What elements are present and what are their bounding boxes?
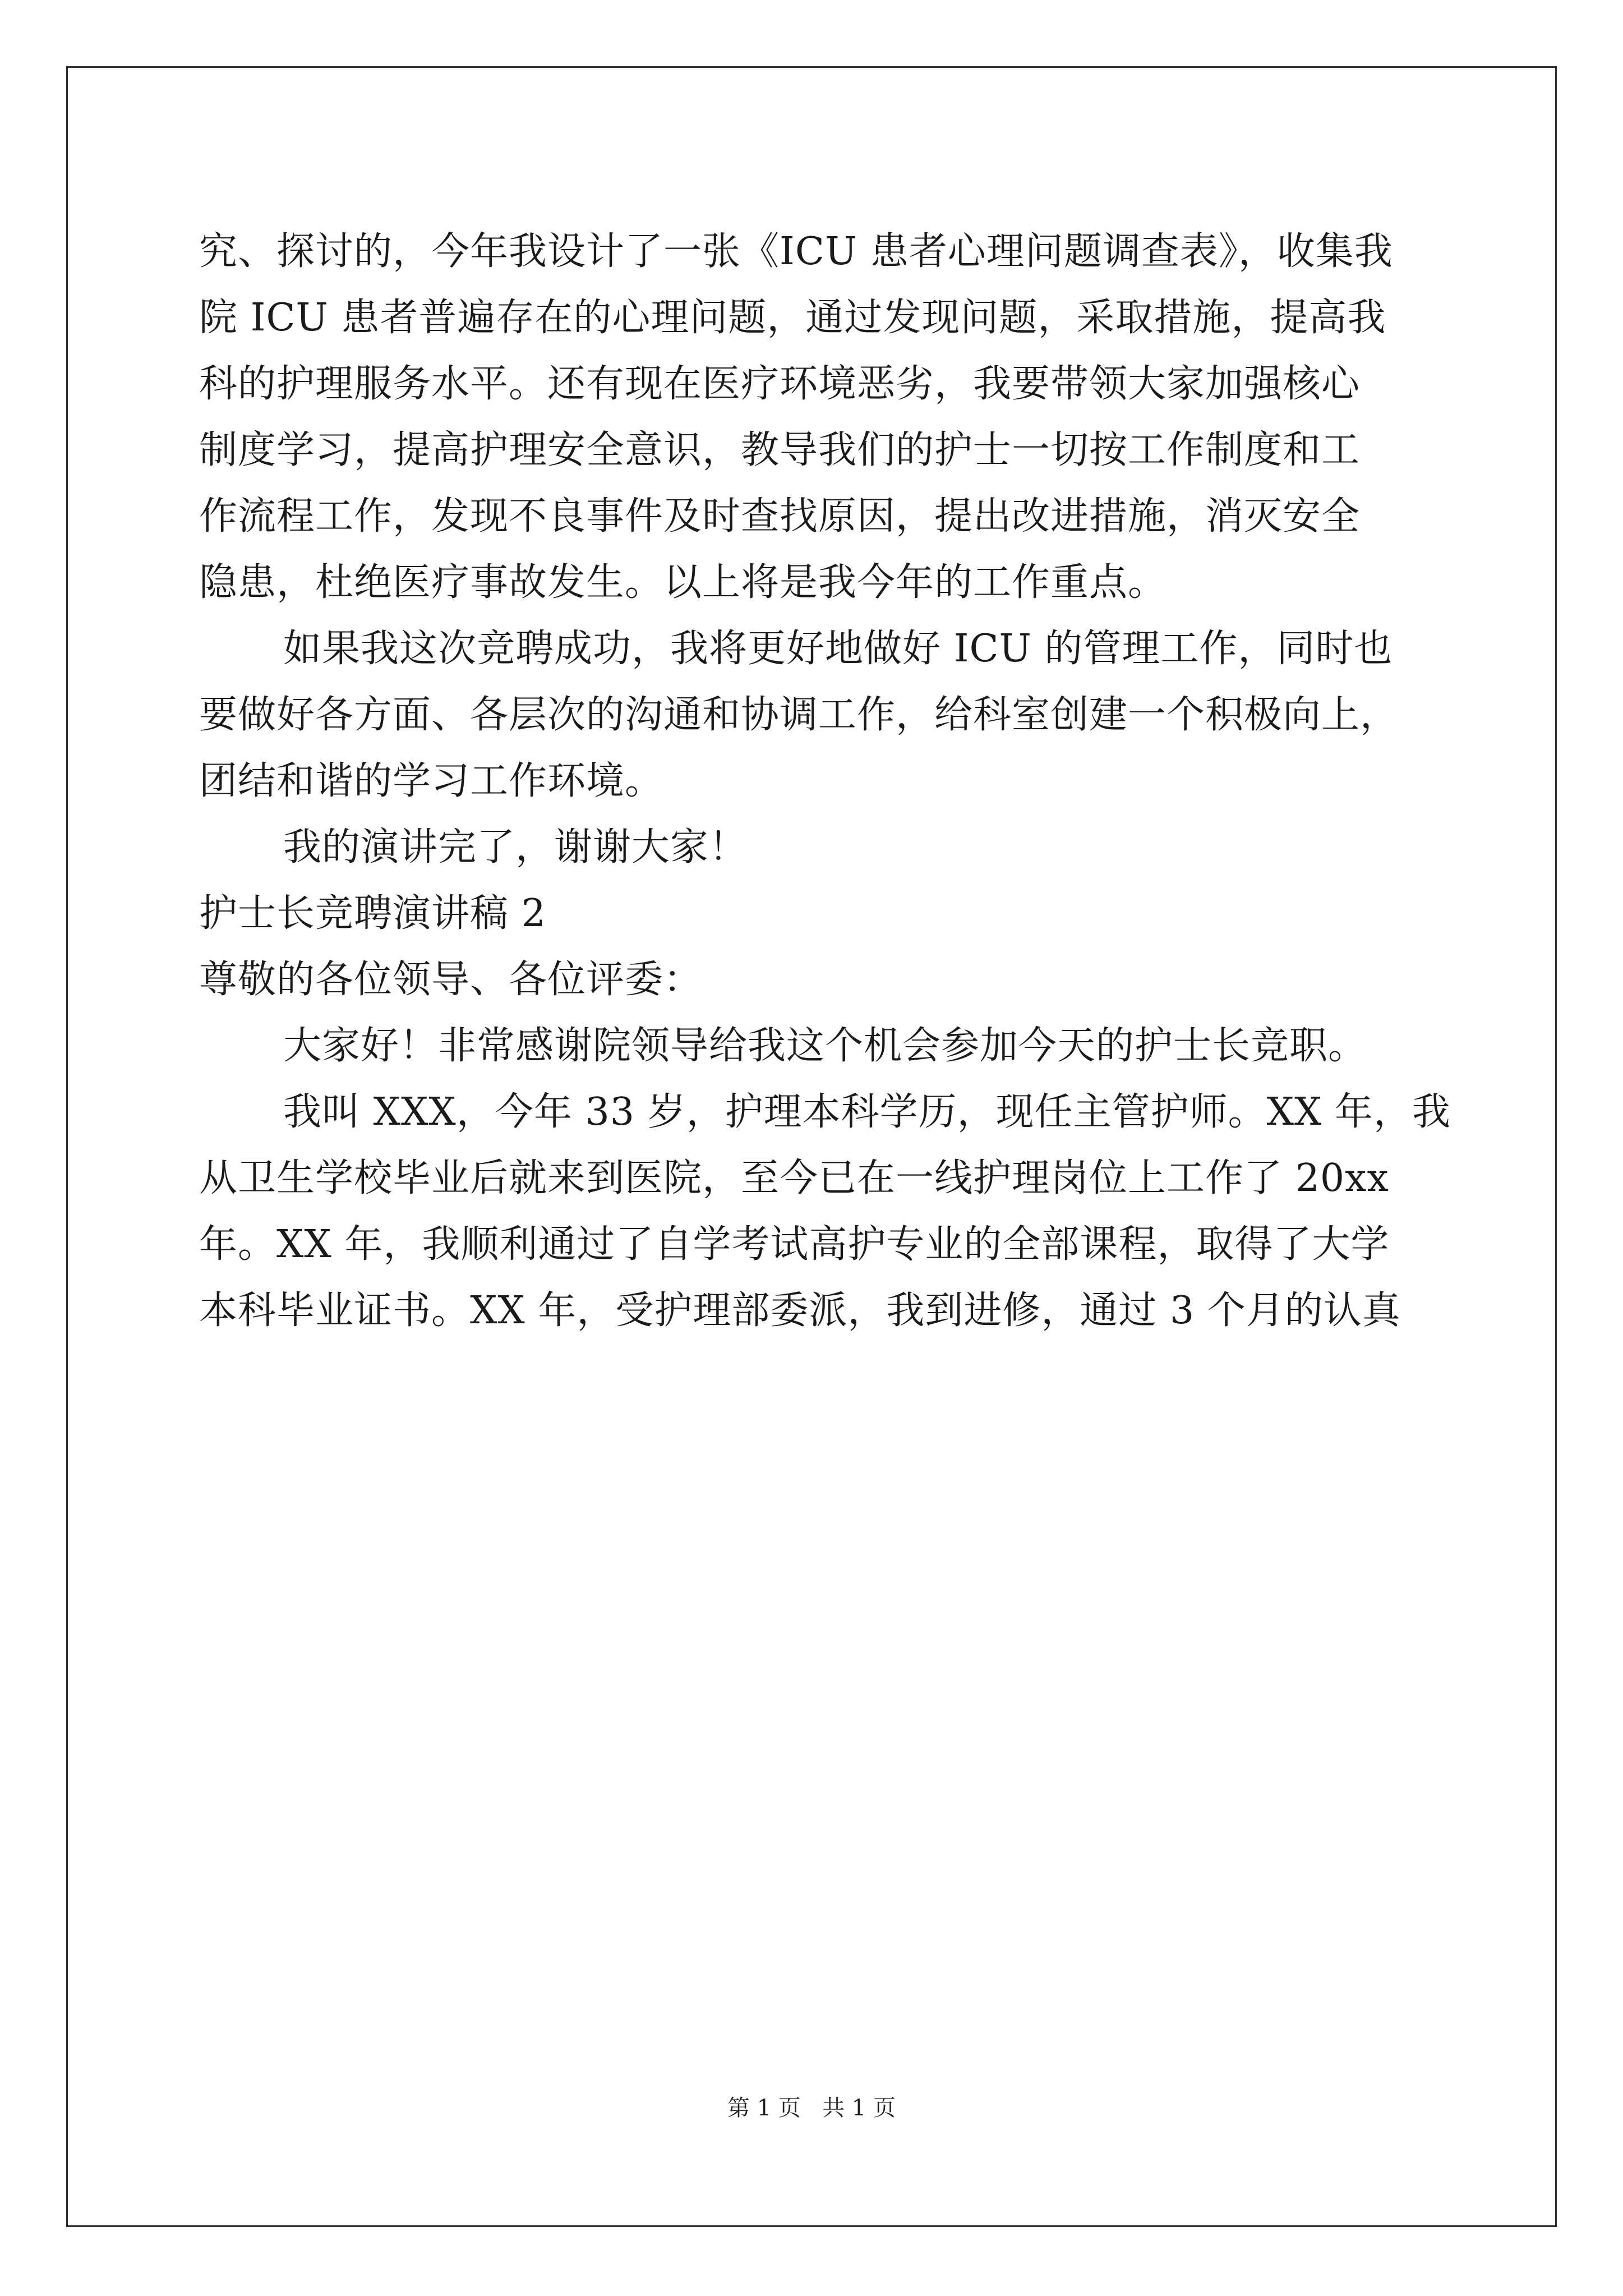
text-line: 我的演讲完了，谢谢大家！ — [283, 825, 748, 869]
text-line: 本科毕业证书。XX 年，受护理部委派，我到进修，通过 3 个月的认真 — [199, 1289, 1401, 1333]
text-line: 科的护理服务水平。还有现在医疗环境恶劣，我要带领大家加强核心 — [199, 362, 1361, 406]
text-line: 大家好！非常感谢院领导给我这个机会参加今天的护士长竞职。 — [283, 1024, 1367, 1068]
text-line: 隐患，杜绝医疗事故发生。以上将是我今年的工作重点。 — [199, 560, 1167, 605]
document-body — [199, 219, 1451, 1344]
text-line: 如果我这次竞聘成功，我将更好地做好 ICU 的管理工作，同时也 — [283, 627, 1393, 671]
text-line: 院 ICU 患者普遍存在的心理问题，通过发现问题，采取措施，提高我 — [199, 296, 1386, 340]
text-line: 年。XX 年，我顺利通过了自学考试高护专业的全部课程，取得了大学 — [199, 1222, 1390, 1267]
text-line: 作流程工作，发现不良事件及时查找原因，提出改进措施，消灭安全 — [199, 494, 1361, 539]
section-heading: 护士长竞聘演讲稿 2 — [199, 891, 546, 936]
page-footer: 第 1 页 共 1 页 — [727, 2095, 896, 2121]
text-line: 要做好各方面、各层次的沟通和协调工作，给科室创建一个积极向上， — [199, 693, 1399, 737]
salutation: 尊敬的各位领导、各位评委： — [199, 958, 703, 1002]
text-line: 制度学习，提高护理安全意识，教导我们的护士一切按工作制度和工 — [199, 428, 1361, 472]
text-line: 我叫 XXX，今年 33 岁，护理本科学历，现任主管护师。XX 年，我 — [283, 1090, 1451, 1134]
text-line: 团结和谐的学习工作环境。 — [199, 759, 664, 803]
text-line: 究、探讨的，今年我设计了一张《ICU 患者心理问题调查表》，收集我 — [199, 229, 1393, 274]
text-line: 从卫生学校毕业后就来到医院，至今已在一线护理岗位上工作了 20xx — [199, 1156, 1389, 1200]
